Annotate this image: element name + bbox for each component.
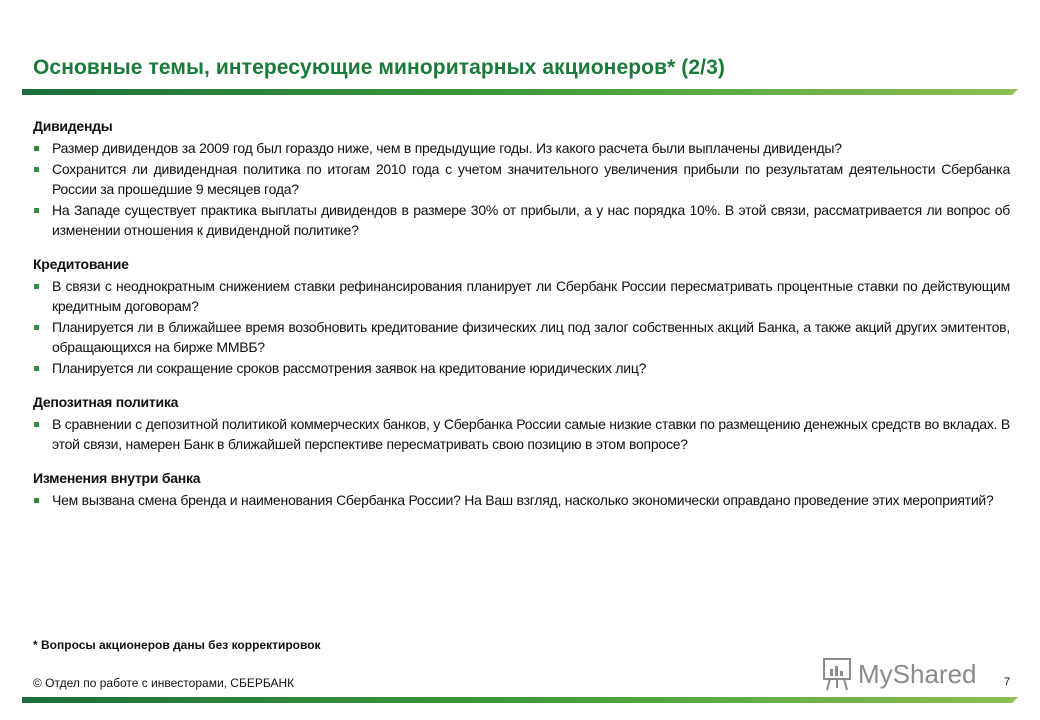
list-item bbox=[33, 414, 1010, 454]
list-item bbox=[33, 138, 1010, 158]
list-item-text: В сравнении с депозитной политикой коммерческих банков, у Сбербанка России самые низкие ставки по размещению денежных средств во вкладах. В этой связи, намерен Банк в ближайшей перспективе пересматривать свою позицию в этом вопросе? bbox=[52, 416, 1010, 452]
bullet-icon bbox=[34, 325, 39, 330]
page-number: 7 bbox=[1004, 676, 1011, 688]
list-item-text: Планируется ли сокращение сроков рассмотрения заявок на кредитование юридических лиц? bbox=[52, 360, 647, 376]
list-item-text: На Западе существует практика выплаты дивидендов в размере 30% от прибыли, а у нас порядка 10%. В этой связи, рассматривается ли вопрос об изменении отношения к дивидендной политике? bbox=[52, 202, 1010, 238]
bullet-icon bbox=[34, 146, 39, 151]
list-item bbox=[33, 200, 1010, 240]
bullet-list bbox=[33, 414, 1010, 454]
copyright: © Отдел по работе с инвесторами, СБЕРБАНК bbox=[33, 676, 295, 690]
list-item-text: Планируется ли в ближайшее время возобновить кредитование физических лиц под залог собственных акций Банка, а также акций других эмитентов, обращающихся на бирже ММВБ? bbox=[52, 319, 1010, 355]
bullet-icon bbox=[34, 498, 39, 503]
list-item bbox=[33, 317, 1010, 357]
section bbox=[33, 392, 1010, 454]
footnote: * Вопросы акционеров даны без корректировок bbox=[33, 638, 321, 652]
list-item-text: В связи с неоднократным снижением ставки рефинансирования планирует ли Сбербанк России пересматривать процентные ставки по действующим кредитным договорам? bbox=[52, 278, 1010, 314]
title-divider-bar bbox=[22, 89, 1018, 95]
bullet-icon bbox=[34, 208, 39, 213]
bullet-list bbox=[33, 490, 1010, 510]
bullet-icon bbox=[34, 167, 39, 172]
section-heading: Депозитная политика bbox=[33, 394, 179, 410]
bullet-icon bbox=[34, 422, 39, 427]
presentation-board-icon bbox=[820, 656, 854, 692]
section-heading: Дивиденды bbox=[33, 118, 113, 134]
slide-title: Основные темы, интересующие миноритарных акционеров* (2/3) bbox=[33, 56, 725, 79]
bullet-icon bbox=[34, 366, 39, 371]
footer-bar bbox=[22, 697, 1018, 703]
section bbox=[33, 116, 1010, 240]
watermark-text: MyShared bbox=[858, 658, 977, 689]
list-item bbox=[33, 159, 1010, 199]
list-item-text: Чем вызвана смена бренда и наименования Сбербанка России? На Ваш взгляд, насколько экономически оправдано проведение этих мероприятий? bbox=[52, 492, 994, 508]
watermark-logo bbox=[820, 656, 977, 692]
bullet-list bbox=[33, 276, 1010, 378]
bullet-list bbox=[33, 138, 1010, 240]
section-heading: Изменения внутри банка bbox=[33, 470, 201, 486]
section bbox=[33, 468, 1010, 510]
bullet-icon bbox=[34, 284, 39, 289]
list-item bbox=[33, 490, 1010, 510]
list-item-text: Сохранится ли дивидендная политика по итогам 2010 года с учетом значительного увеличения прибыли по результатам деятельности Сбербанка России за прошедшие 9 месяцев года? bbox=[52, 161, 1010, 197]
section bbox=[33, 254, 1010, 378]
list-item bbox=[33, 358, 1010, 378]
content bbox=[33, 116, 1010, 524]
section-heading: Кредитование bbox=[33, 256, 129, 272]
list-item bbox=[33, 276, 1010, 316]
list-item-text: Размер дивидендов за 2009 год был гораздо ниже, чем в предыдущие годы. Из какого расчета были выплачены дивиденды? bbox=[52, 140, 842, 156]
